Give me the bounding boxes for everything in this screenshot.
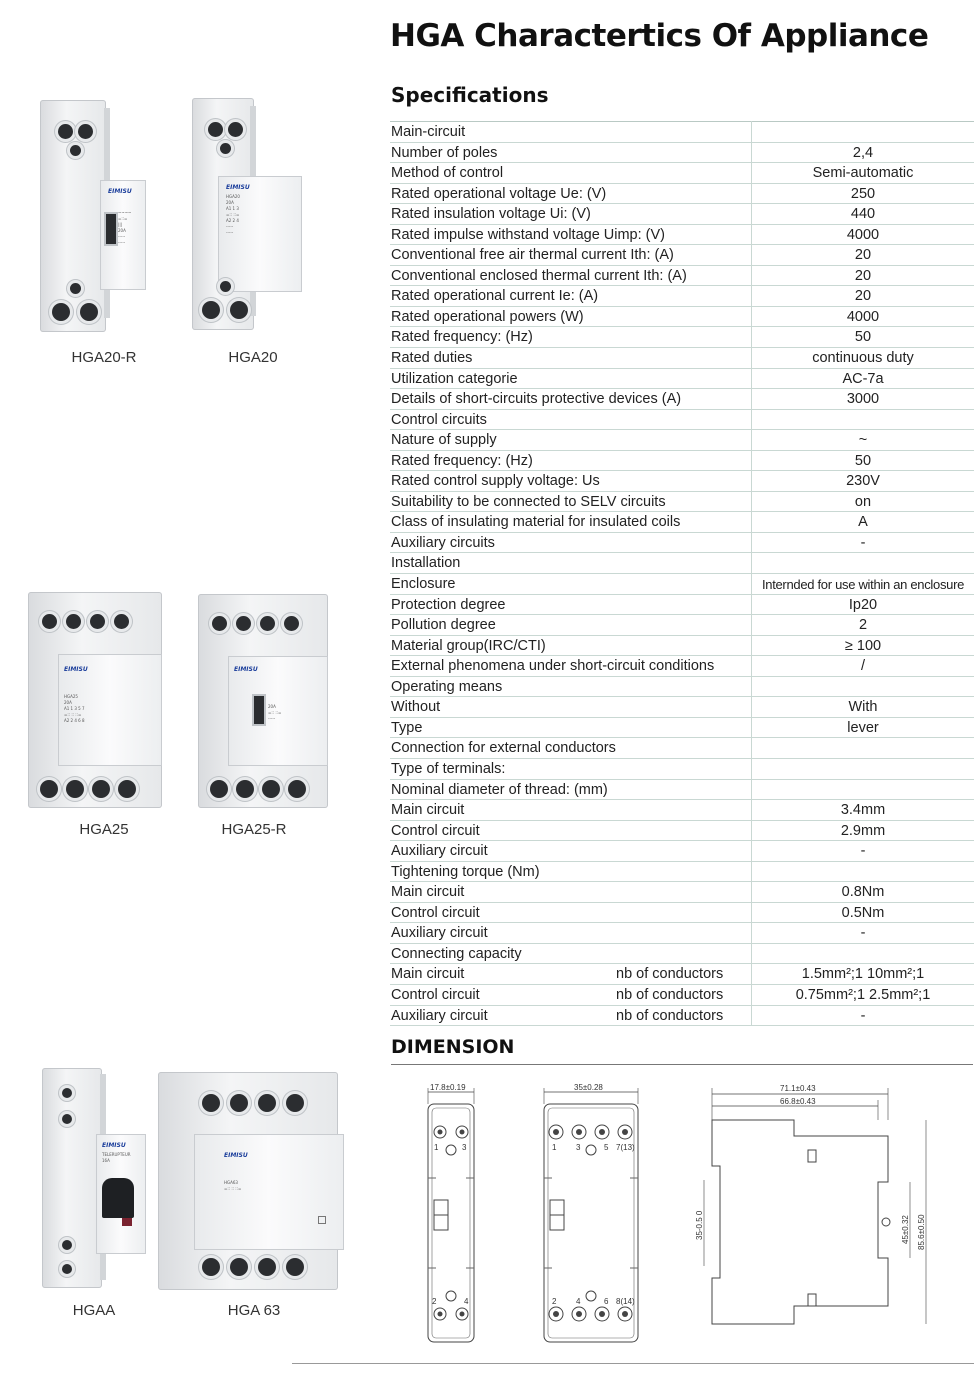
spec-row bbox=[390, 533, 974, 554]
spec-label: Without bbox=[391, 699, 441, 716]
depth-outer-label: 71.1±0.43 bbox=[780, 1084, 816, 1093]
spec-row bbox=[390, 800, 974, 821]
specifications-heading: Specifications bbox=[391, 83, 549, 107]
spec-label: Control circuit bbox=[391, 986, 480, 1003]
left-height-label: 35-0.5 0 bbox=[695, 1210, 704, 1240]
spec-value: - bbox=[860, 1007, 866, 1024]
table-column-divider bbox=[751, 121, 752, 1025]
dimension-width-label: 17.8±0.19 bbox=[430, 1083, 466, 1092]
spec-row bbox=[390, 595, 974, 616]
spec-value: 230V bbox=[846, 473, 880, 490]
spec-row bbox=[390, 738, 974, 759]
spec-sub-label: nb of conductors bbox=[616, 966, 724, 983]
terminal-label: 1 bbox=[434, 1143, 439, 1152]
spec-label: Installation bbox=[391, 555, 461, 572]
spec-row bbox=[390, 512, 974, 533]
spec-label: Protection degree bbox=[391, 596, 506, 613]
spec-row bbox=[390, 759, 974, 780]
spec-label: Rated duties bbox=[391, 350, 473, 367]
spec-label: Main-circuit bbox=[391, 124, 466, 140]
terminal-label: 6 bbox=[604, 1297, 609, 1306]
inner-height-label: 45±0.32 bbox=[901, 1215, 910, 1244]
spec-row bbox=[390, 656, 974, 677]
spec-value: Semi-automatic bbox=[812, 165, 914, 182]
spec-row bbox=[390, 286, 974, 307]
spec-label: Connection for external conductors bbox=[391, 740, 616, 757]
product-caption-hga20: HGA20 bbox=[228, 349, 278, 366]
terminal-label: 7(13) bbox=[616, 1143, 635, 1152]
spec-value: Internded for use within an enclosure bbox=[761, 577, 965, 593]
spec-row bbox=[390, 184, 974, 205]
terminal-label: 2 bbox=[432, 1297, 437, 1306]
spec-value: ≥ 100 bbox=[844, 637, 882, 654]
terminal-label: 4 bbox=[464, 1297, 469, 1306]
product-caption-hga20-r: HGA20-R bbox=[71, 349, 137, 366]
spec-row bbox=[390, 369, 974, 390]
spec-label: Conventional enclosed thermal current Ith: (A) bbox=[391, 267, 687, 284]
spec-label: Tightening torque (Nm) bbox=[391, 863, 540, 880]
spec-label: Rated insulation voltage Ui: (V) bbox=[391, 206, 591, 223]
spec-label: Enclosure bbox=[391, 576, 456, 593]
spec-value: 0.5Nm bbox=[841, 904, 885, 921]
spec-label: Suitability to be connected to SELV circuits bbox=[391, 493, 666, 510]
spec-row bbox=[390, 204, 974, 225]
spec-row bbox=[390, 245, 974, 266]
spec-value: 440 bbox=[850, 206, 876, 223]
spec-value: - bbox=[860, 925, 866, 942]
spec-row bbox=[390, 451, 974, 472]
spec-row bbox=[390, 882, 974, 903]
spec-value: 20 bbox=[854, 288, 872, 305]
bottom-rule bbox=[292, 1363, 974, 1364]
spec-label: Main circuit bbox=[391, 884, 465, 901]
spec-value: AC-7a bbox=[842, 370, 884, 387]
spec-value: 0.75mm²;1 2.5mm²;1 bbox=[795, 986, 931, 1003]
spec-label: Control circuit bbox=[391, 822, 480, 839]
spec-row bbox=[390, 636, 974, 657]
spec-row bbox=[390, 327, 974, 348]
spec-label: Connecting capacity bbox=[391, 945, 522, 962]
spec-label: Pollution degree bbox=[391, 617, 496, 634]
spec-label: Type bbox=[391, 719, 423, 736]
spec-value: 50 bbox=[854, 329, 872, 346]
spec-label: Auxiliary circuits bbox=[391, 534, 495, 551]
spec-value: on bbox=[854, 493, 872, 510]
spec-label: Number of poles bbox=[391, 144, 498, 161]
spec-value: - bbox=[860, 843, 866, 860]
product-image-hga25: EIMISU HGA25 20A A1 1 3 5 7 =:: :: ::= A2 2 4 6 8 bbox=[28, 592, 162, 808]
dimension-heading: DIMENSION bbox=[391, 1036, 515, 1058]
spec-value: 3.4mm bbox=[840, 802, 886, 819]
spec-label: Auxiliary circuit bbox=[391, 843, 488, 860]
outer-height-label: 85.6±0.50 bbox=[917, 1214, 926, 1250]
spec-label: Nature of supply bbox=[391, 432, 497, 449]
spec-sub-label: nb of conductors bbox=[616, 1007, 724, 1024]
spec-value: 2,4 bbox=[852, 144, 874, 161]
spec-value: 2.9mm bbox=[840, 822, 886, 839]
spec-row bbox=[390, 964, 974, 985]
spec-value: 4000 bbox=[846, 226, 880, 243]
page-title: HGA Charactertics Of Appliance bbox=[390, 18, 929, 54]
spec-row bbox=[390, 841, 974, 862]
spec-label: Rated operational voltage Ue: (V) bbox=[391, 185, 607, 202]
product-image-hgaa: EIMISU TELERUPTEUR 16A bbox=[40, 1068, 146, 1288]
spec-value: lever bbox=[847, 719, 879, 736]
spec-row bbox=[390, 553, 974, 574]
spec-row bbox=[390, 266, 974, 287]
spec-label: Auxiliary circuit bbox=[391, 1007, 488, 1024]
spec-label: Operating means bbox=[391, 678, 503, 695]
spec-value: 4000 bbox=[846, 308, 880, 325]
terminal-label: 5 bbox=[604, 1143, 609, 1152]
depth-inner-label: 66.8±0.43 bbox=[780, 1097, 816, 1106]
spec-row bbox=[390, 903, 974, 924]
product-image-hga20-r: EIMISU ~~~~ =::= ||| 20A ----- ----- bbox=[38, 100, 146, 332]
terminal-label: 4 bbox=[576, 1297, 581, 1306]
spec-label: Conventional free air thermal current Ith: (A) bbox=[391, 247, 674, 264]
product-caption-hga-63: HGA 63 bbox=[227, 1302, 281, 1319]
spec-label: Method of control bbox=[391, 165, 504, 182]
spec-value: 0.8Nm bbox=[841, 884, 885, 901]
spec-value: 1.5mm²;1 10mm²;1 bbox=[801, 966, 925, 983]
spec-row bbox=[390, 430, 974, 451]
spec-row bbox=[390, 718, 974, 739]
spec-label: Auxiliary circuit bbox=[391, 925, 488, 942]
spec-label: Rated control supply voltage: Us bbox=[391, 473, 600, 490]
spec-label: Rated impulse withstand voltage Uimp: (V) bbox=[391, 226, 666, 243]
dimension-drawing-2-module bbox=[536, 1082, 648, 1350]
spec-label: Rated operational powers (W) bbox=[391, 308, 584, 325]
specifications-table bbox=[390, 121, 974, 1026]
spec-label: Type of terminals: bbox=[391, 760, 506, 777]
spec-label: Class of insulating material for insulated coils bbox=[391, 514, 681, 531]
spec-label: Details of short-circuits protective devices (A) bbox=[391, 391, 682, 408]
spec-value: Ip20 bbox=[848, 596, 878, 613]
terminal-label: 3 bbox=[462, 1143, 467, 1152]
dimension-rule bbox=[391, 1064, 973, 1065]
spec-label: Control circuits bbox=[391, 411, 487, 428]
spec-row bbox=[390, 574, 974, 595]
spec-row bbox=[390, 225, 974, 246]
spec-row bbox=[390, 492, 974, 513]
spec-value: 250 bbox=[850, 185, 876, 202]
spec-value: / bbox=[860, 658, 866, 675]
spec-row bbox=[390, 821, 974, 842]
spec-label: Control circuit bbox=[391, 904, 480, 921]
spec-row bbox=[390, 348, 974, 369]
spec-label: Main circuit bbox=[391, 966, 465, 983]
spec-label: Rated operational current Ie: (A) bbox=[391, 288, 599, 305]
spec-value: 3000 bbox=[846, 391, 880, 408]
spec-row bbox=[390, 389, 974, 410]
spec-value: A bbox=[858, 514, 868, 531]
spec-label: Material group(IRC/CTI) bbox=[391, 637, 546, 654]
spec-row bbox=[390, 410, 974, 431]
product-caption-hga25-r: HGA25-R bbox=[221, 821, 287, 838]
spec-value: 20 bbox=[854, 247, 872, 264]
spec-label: Nominal diameter of thread: (mm) bbox=[391, 781, 608, 798]
spec-label: External phenomena under short-circuit conditions bbox=[391, 658, 715, 675]
terminal-label: 8(14) bbox=[616, 1297, 635, 1306]
spec-value: ~ bbox=[858, 432, 868, 449]
dimension-drawing-1-module bbox=[418, 1082, 490, 1350]
spec-value: 20 bbox=[854, 267, 872, 284]
spec-row bbox=[390, 615, 974, 636]
spec-row bbox=[390, 307, 974, 328]
spec-row bbox=[390, 862, 974, 883]
dimension-drawing-side-view bbox=[690, 1080, 940, 1352]
spec-value: continuous duty bbox=[812, 350, 914, 367]
spec-value: 50 bbox=[854, 452, 872, 469]
spec-row bbox=[390, 923, 974, 944]
spec-row bbox=[390, 1006, 974, 1027]
dimension-width-label: 35±0.28 bbox=[574, 1083, 603, 1092]
product-caption-hga25: HGA25 bbox=[79, 821, 129, 838]
spec-value: 2 bbox=[858, 617, 868, 634]
spec-label: Utilization categorie bbox=[391, 370, 518, 387]
spec-row bbox=[390, 471, 974, 492]
terminal-label: 2 bbox=[552, 1297, 557, 1306]
spec-row bbox=[390, 780, 974, 801]
spec-row bbox=[390, 677, 974, 698]
spec-label: Main circuit bbox=[391, 802, 465, 819]
product-image-hga25-r: EIMISU 20A =:: ::= ----- bbox=[198, 594, 328, 808]
spec-sub-label: nb of conductors bbox=[616, 986, 724, 1003]
spec-value: - bbox=[860, 534, 866, 551]
spec-row bbox=[390, 985, 974, 1006]
spec-row bbox=[390, 944, 974, 965]
spec-row bbox=[390, 163, 974, 184]
spec-value: With bbox=[848, 699, 878, 716]
terminal-label: 1 bbox=[552, 1143, 557, 1152]
spec-row bbox=[390, 143, 974, 164]
spec-label: Rated frequency: (Hz) bbox=[391, 452, 533, 469]
spec-row bbox=[390, 697, 974, 718]
terminal-label: 3 bbox=[576, 1143, 581, 1152]
spec-label: Rated frequency: (Hz) bbox=[391, 329, 533, 346]
product-image-hga-63: EIMISU HGA63 =:: :: ::= bbox=[158, 1072, 344, 1290]
product-image-hga20: EIMISU HGA20 20A A1 1 3 =:: ::= A2 2 4 ----- ----- bbox=[190, 98, 302, 330]
product-caption-hgaa: HGAA bbox=[72, 1302, 116, 1319]
spec-row bbox=[390, 122, 974, 143]
